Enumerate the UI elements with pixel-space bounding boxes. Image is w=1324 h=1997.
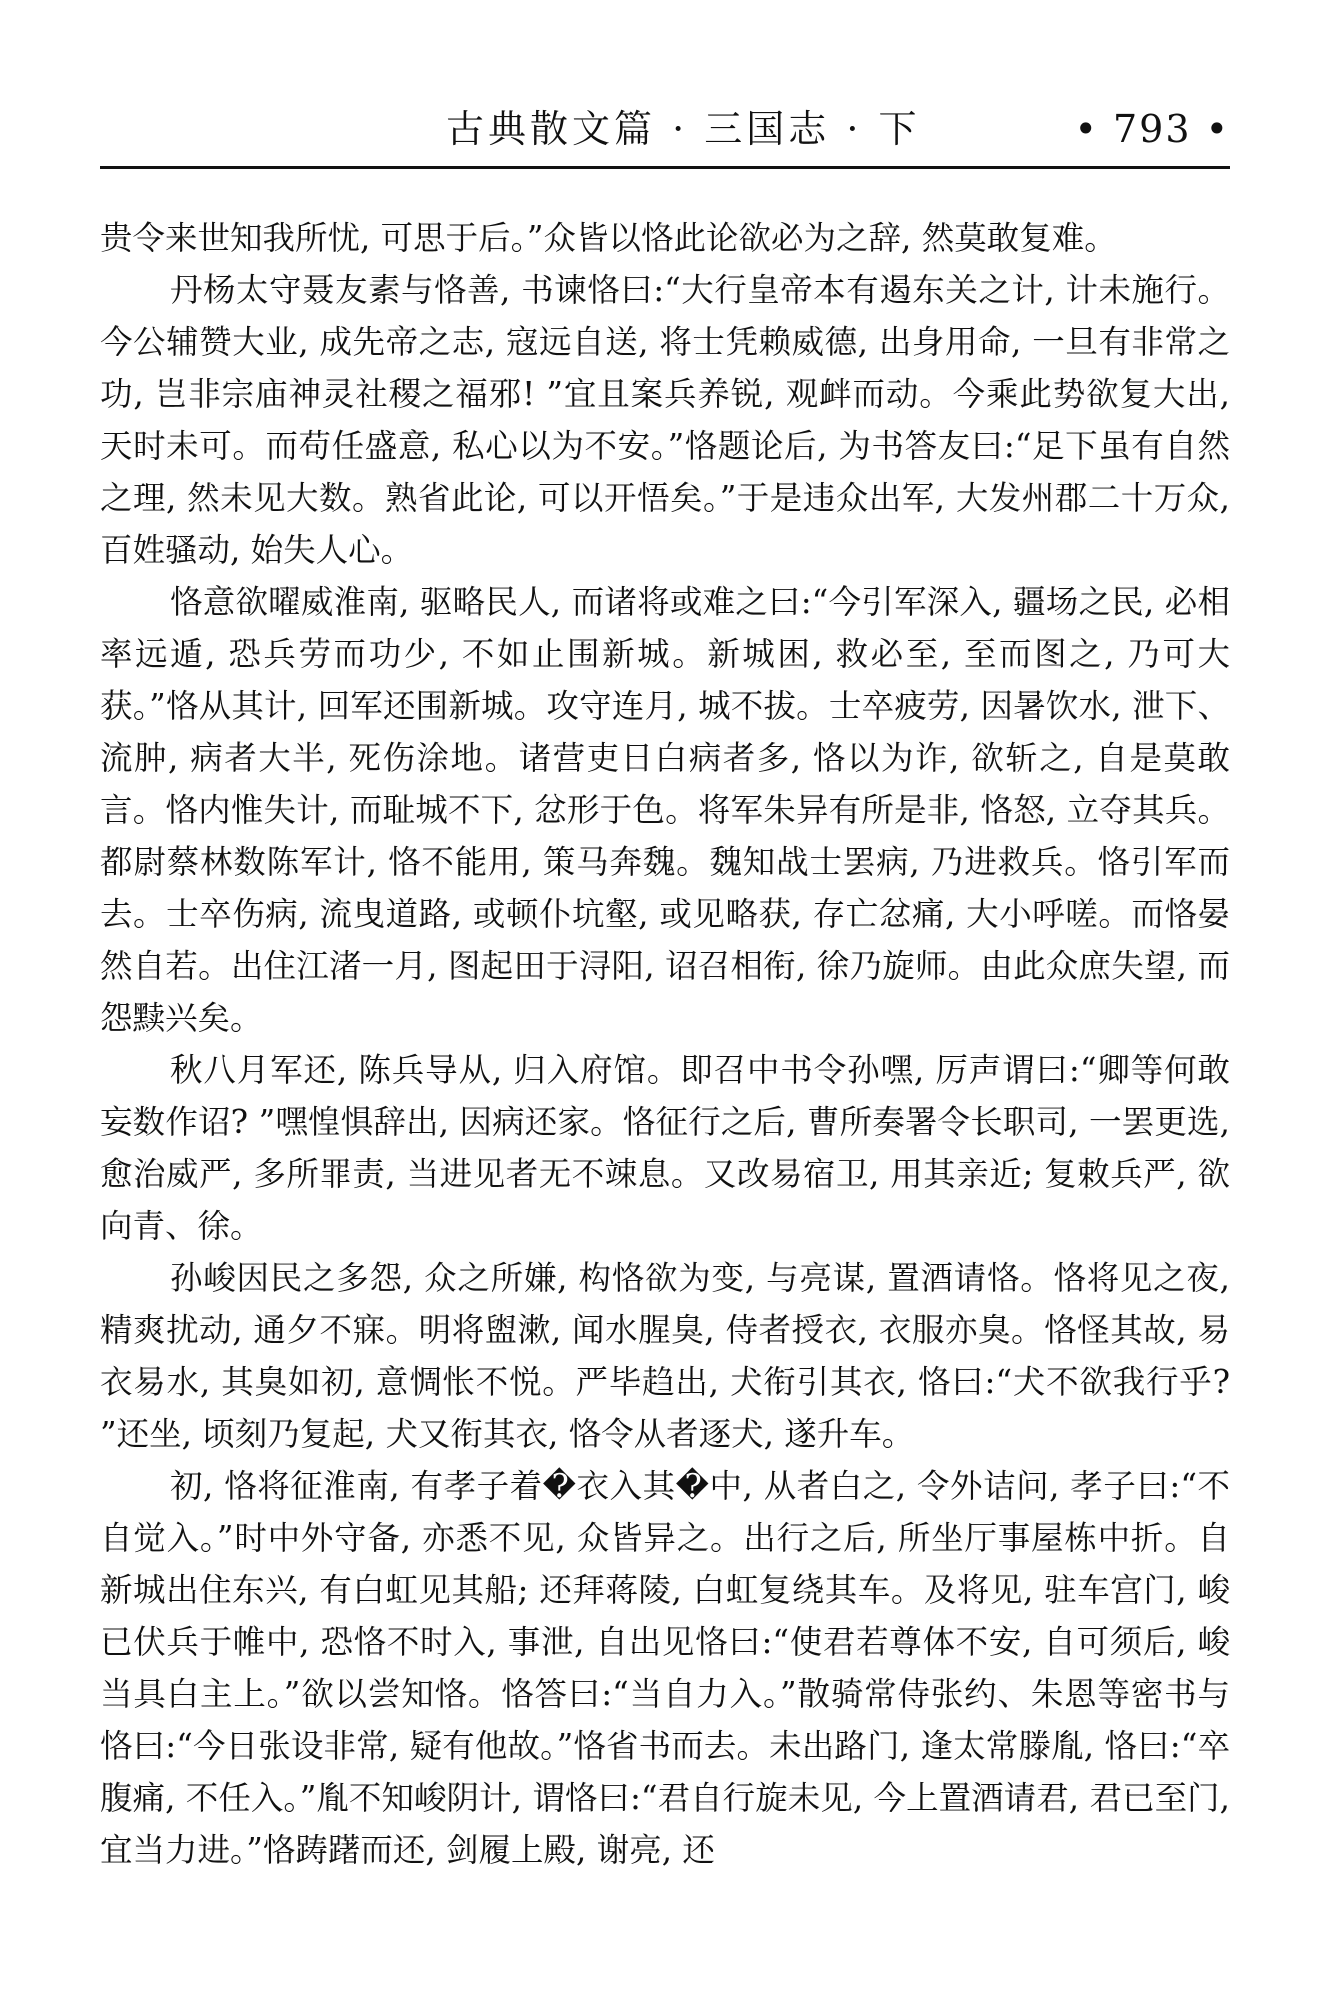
paragraph: 恪意欲曜威淮南, 驱略民人, 而诸将或难之曰:“今引军深入, 疆场之民, 必相率远遁, 恐兵劳而功少, 不如止围新城。新城困, 救必至, 至而图之, 乃可大获。”恪从其计, 回军还围新城。攻守连月, 城不拔。士卒疲劳, 因暑饮水, 泄下、流肿, 病者大半, 死伤涂地。诸营吏日白病者多, 恪以为诈, 欲斩之, 自是莫敢言。恪内惟失计, 而耻城不下, 忿形于色。将军朱异有所是非, 恪怒, 立夺其兵。都尉蔡林数陈军计, 恪不能用, 策马奔魏。魏知战士罢病, 乃进救兵。恪引军而去。士卒伤病, 流曳道路, 或顿仆坑壑, 或见略获, 存亡忿痛, 大小呼嗟。而恪晏然自若。出住江渚一月, 图起田于浔阳, 诏召相衔, 徐乃旋师。由此众庶失望, 而怨黩兴矣。 [100,583,1230,1037]
paragraph: 丹杨太守聂友素与恪善, 书谏恪曰:“大行皇帝本有遏东关之计, 计未施行。今公辅赞大业, 成先帝之志, 寇远自送, 将士凭赖威德, 出身用命, 一旦有非常之功, 岂非宗庙神灵社稷之福邪! ”宜且案兵养锐, 观衅而动。今乘此势欲复大出, 天时未可。而苟任盛意, 私心以为不安。”恪题论后, 为书答友曰:“足下虽有自然之理, 然未见大数。熟省此论, 可以开悟矣。”于是违众出军, 大发州郡二十万众, 百姓骚动, 始失人心。 [100,271,1230,569]
page-number: • 793 • [1074,107,1230,151]
header-title: 古典散文篇 · 三国志 · 下 [446,107,921,151]
paragraph: 秋八月军还, 陈兵导从, 归入府馆。即召中书令孙嘿, 厉声谓曰:“卿等何敢妄数作诏? ”嘿惶惧辞出, 因病还家。恪征行之后, 曹所奏署令长职司, 一罢更选, 愈治威严, 多所罪责, 当进见者无不竦息。又改易宿卫, 用其亲近; 复敕兵严, 欲向青、徐。 [100,1051,1230,1245]
paragraph: 孙峻因民之多怨, 众之所嫌, 构恪欲为变, 与亮谋, 置酒请恪。恪将见之夜, 精爽扰动, 通夕不寐。明将盥漱, 闻水腥臭, 侍者授衣, 衣服亦臭。恪怪其故, 易衣易水, 其臭如初, 意惆怅不悦。严毕趋出, 犬衔引其衣, 恪曰:“犬不欲我行乎? ”还坐, 顷刻乃复起, 犬又衔其衣, 恪令从者逐犬, 遂升车。 [100,1259,1230,1453]
running-header [100,100,1230,169]
paragraph: 贵令来世知我所忧, 可思于后。”众皆以恪此论欲必为之辞, 然莫敢复难。 [100,219,1117,257]
body-text [100,212,1230,1876]
paragraph: 初, 恪将征淮南, 有孝子着�衣入其�中, 从者白之, 令外诘问, 孝子曰:“不自觉入。”时中外守备, 亦悉不见, 众皆异之。出行之后, 所坐厅事屋栋中折。自新城出住东兴, 有白虹见其船; 还拜蒋陵, 白虹复绕其车。及将见, 驻车宫门, 峻已伏兵于帷中, 恐恪不时入, 事泄, 自出见恪曰:“使君若尊体不安, 自可须后, 峻当具白主上。”欲以尝知恪。恪答曰:“当自力入。”散骑常侍张约、朱恩等密书与恪曰:“今日张设非常, 疑有他故。”恪省书而去。未出路门, 逢太常滕胤, 恪曰:“卒腹痛, 不任入。”胤不知峻阴计, 谓恪曰:“君自行旋未见, 今上置酒请君, 君已至门, 宜当力进。”恪踌躇而还, 剑履上殿, 谢亮, 还 [100,1467,1230,1869]
